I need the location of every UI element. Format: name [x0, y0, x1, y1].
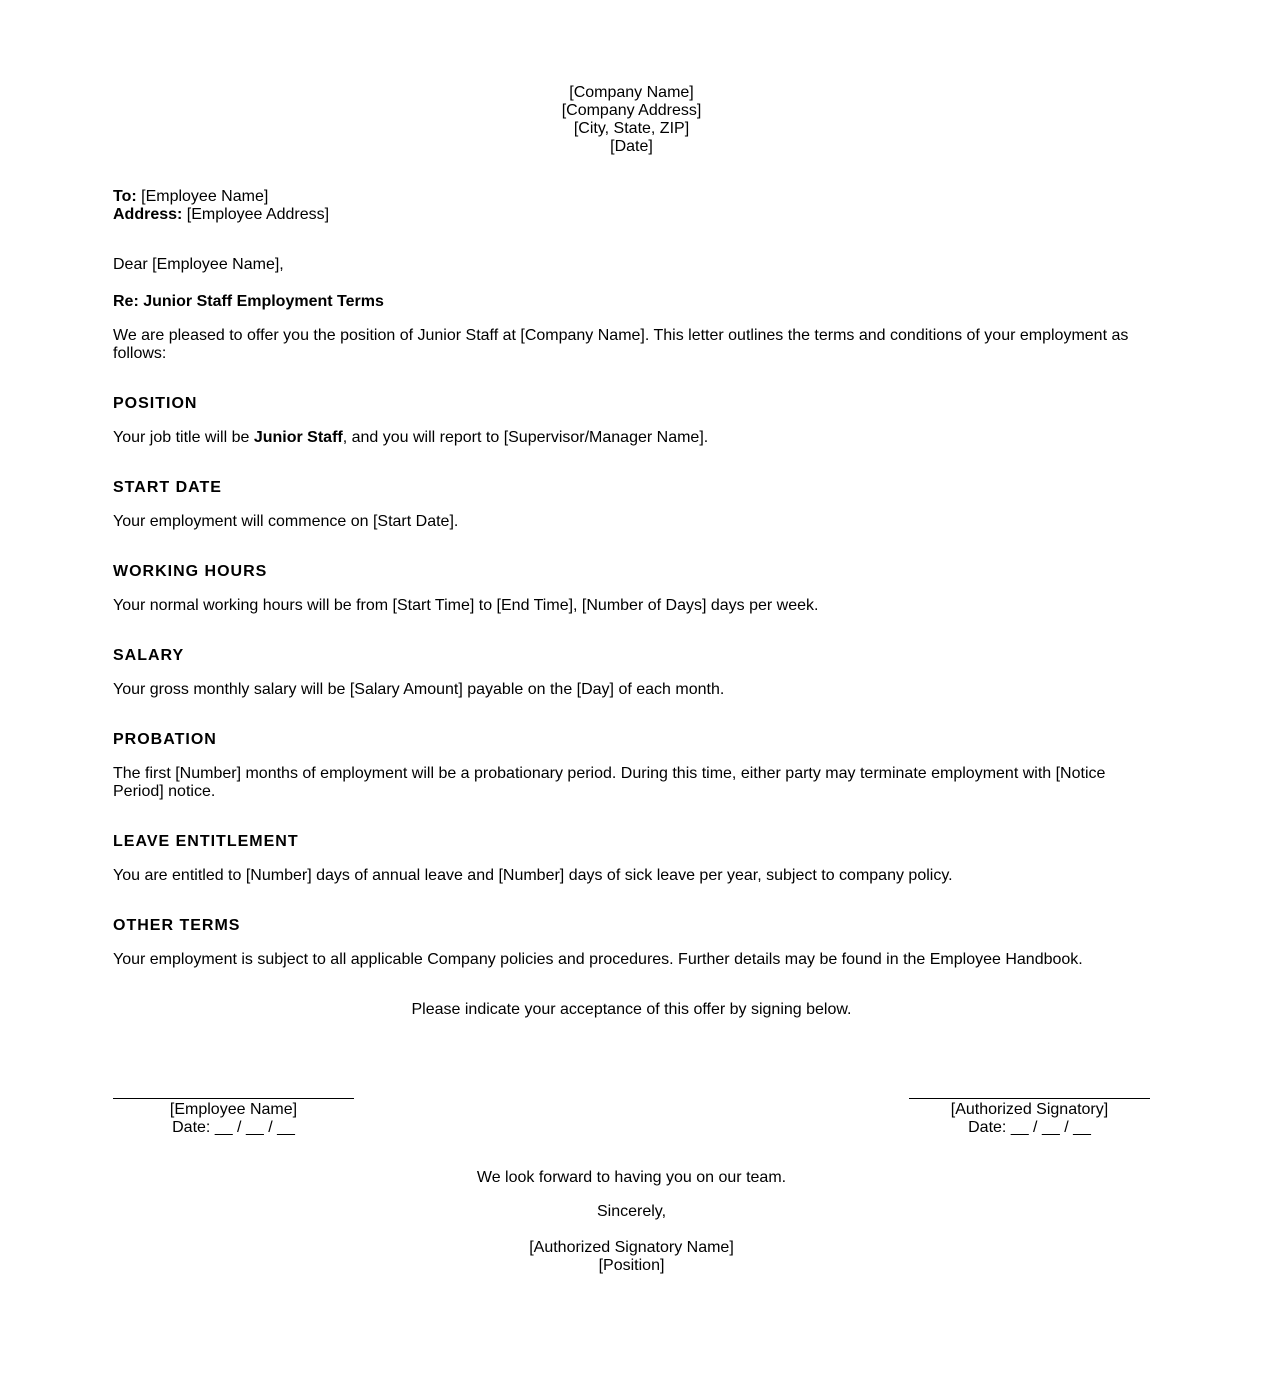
company-address: [Company Address]: [561, 102, 702, 119]
position-text-after: , and you will report to [Supervisor/Manager Name].: [342, 429, 709, 446]
address-label: Address:: [113, 206, 183, 223]
section-heading-position: POSITION: [113, 395, 198, 412]
subject-line: Re: Junior Staff Employment Terms: [113, 293, 384, 310]
other-terms-paragraph: Your employment is subject to all applicable Company policies and procedures. Further details may be found in the Employee Handbook.: [113, 951, 1083, 968]
acceptance-text: Please indicate your acceptance of this offer by signing below.: [411, 1001, 852, 1018]
employee-signature-line[interactable]: [113, 1098, 354, 1099]
signatory-signature-block: [909, 1101, 1150, 1137]
city-state-zip: [City, State, ZIP]: [573, 120, 690, 137]
position-paragraph: [113, 429, 1153, 447]
section-heading-other-terms: OTHER TERMS: [113, 917, 241, 934]
signatory-signature-date: Date: __ / __ / __: [968, 1119, 1091, 1136]
closing-look-forward: We look forward to having you on our team.: [476, 1169, 787, 1186]
signatory-signature-name: [Authorized Signatory]: [950, 1101, 1109, 1118]
section-heading-working-hours: WORKING HOURS: [113, 563, 268, 580]
section-heading-salary: SALARY: [113, 647, 185, 664]
closing-signatory-name: [Authorized Signatory Name]: [529, 1239, 734, 1256]
section-heading-start-date: START DATE: [113, 479, 222, 496]
employee-signature-block: [113, 1101, 354, 1137]
salary-paragraph: Your gross monthly salary will be [Salary Amount] payable on the [Day] of each month.: [113, 681, 725, 698]
employee-signature-date: Date: __ / __ / __: [172, 1119, 295, 1136]
to-value: [Employee Name]: [136, 188, 269, 205]
probation-paragraph: The first [Number] months of employment will be a probationary period. During this time, either party may terminate employment with [Notice Period] notice.: [113, 765, 1106, 800]
recipient-address: [113, 206, 329, 224]
leave-paragraph: You are entitled to [Number] days of annual leave and [Number] days of sick leave per year, subject to company policy.: [113, 867, 953, 884]
start-date-paragraph: Your employment will commence on [Start Date].: [113, 513, 459, 530]
recipient-to: [113, 188, 268, 206]
letterhead: [0, 84, 1263, 156]
position-title: Junior Staff: [253, 429, 343, 446]
intro-paragraph: We are pleased to offer you the position of Junior Staff at [Company Name]. This letter outlines the terms and conditions of your employment as follows:: [113, 327, 1129, 362]
employee-signature-name: [Employee Name]: [169, 1101, 298, 1118]
salutation: Dear [Employee Name],: [113, 256, 284, 273]
letter-date: [Date]: [610, 138, 653, 155]
section-heading-probation: PROBATION: [113, 731, 217, 748]
closing-signatory: [0, 1239, 1263, 1275]
position-text-before: Your job title will be: [113, 429, 254, 446]
company-name: [Company Name]: [569, 84, 694, 101]
section-heading-leave: LEAVE ENTITLEMENT: [113, 833, 299, 850]
address-value: [Employee Address]: [182, 206, 330, 223]
closing-signatory-position: [Position]: [598, 1257, 665, 1274]
closing-sincerely: Sincerely,: [596, 1203, 667, 1220]
signatory-signature-line[interactable]: [909, 1098, 1150, 1099]
to-label: To:: [113, 188, 137, 205]
working-hours-paragraph: Your normal working hours will be from [Start Time] to [End Time], [Number of Days] days per week.: [113, 597, 819, 614]
